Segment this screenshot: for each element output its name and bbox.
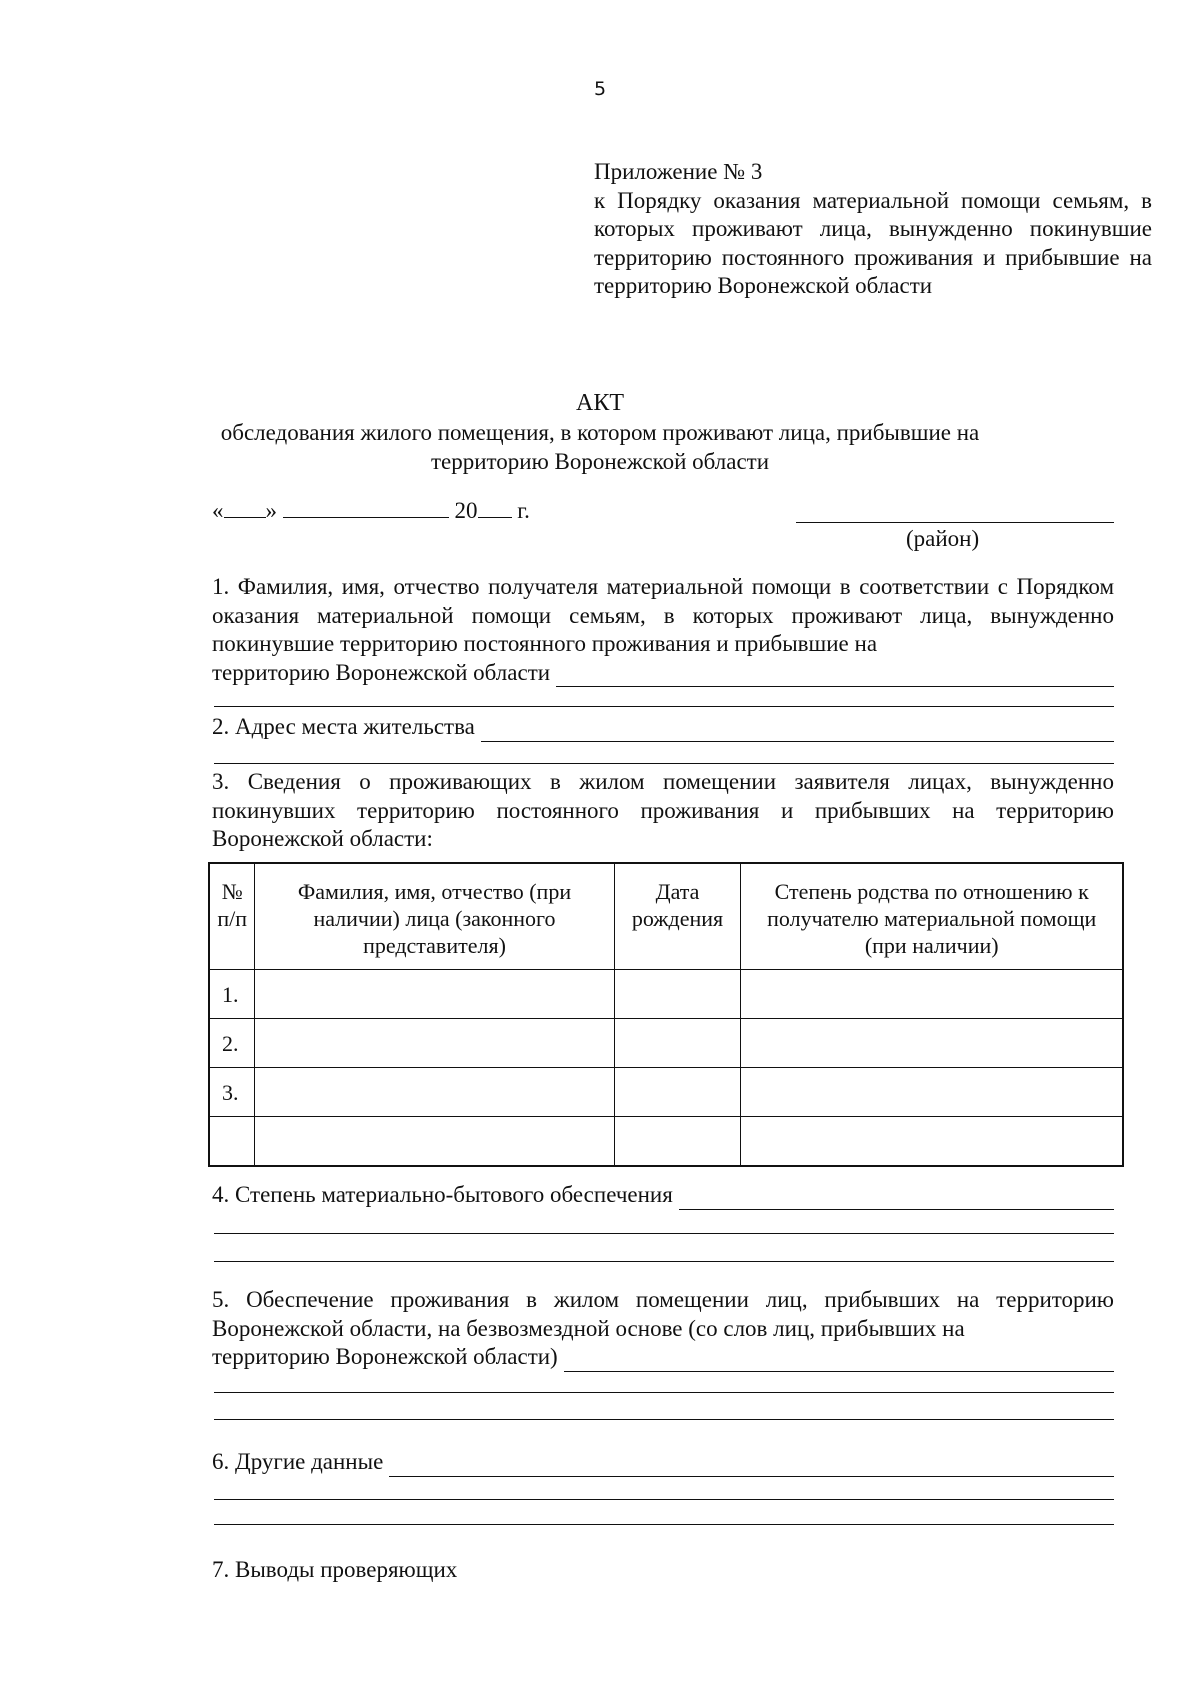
cell-kinship[interactable] (741, 970, 1123, 1019)
close-quote: » (265, 498, 277, 523)
table-row (209, 1117, 1123, 1167)
appendix-block (594, 158, 1152, 301)
section-6-label: 6. Другие данные (212, 1449, 384, 1474)
year-prefix: 20 (454, 498, 478, 523)
section-1-last-line (212, 659, 1114, 688)
free-housing-line-2[interactable] (214, 1392, 1114, 1393)
section-1 (212, 573, 1114, 687)
date-line (212, 497, 530, 524)
residents-table (208, 862, 1124, 1167)
cell-kinship[interactable] (741, 1019, 1123, 1068)
act-title: АКТ (576, 390, 624, 416)
district-label: (район) (906, 526, 980, 551)
header-number: № п/п (209, 863, 255, 970)
section-2 (212, 713, 1114, 742)
living-standard-line-3[interactable] (214, 1261, 1114, 1262)
open-quote: « (212, 498, 224, 523)
other-data-field[interactable] (389, 1454, 1114, 1477)
table-row (209, 1019, 1123, 1068)
living-standard-field[interactable] (679, 1187, 1114, 1210)
other-data-line-3[interactable] (214, 1524, 1114, 1525)
table-header-row (209, 863, 1123, 970)
act-subtitle: обследования жилого помещения, в котором проживают лица, прибывшие на территорию Воронежской области (220, 420, 980, 474)
appendix-title: Приложение № 3 (594, 159, 763, 184)
recipient-name-line-2[interactable] (214, 706, 1114, 707)
row-number: 2. (209, 1019, 255, 1068)
cell-birth-date[interactable] (614, 1068, 741, 1117)
year-suffix: г. (517, 498, 530, 523)
section-5-last-text: территорию Воронежской области) (212, 1344, 558, 1369)
address-line-2[interactable] (214, 763, 1114, 764)
cell-birth-date[interactable] (614, 1117, 741, 1167)
cell-full-name[interactable] (255, 1019, 614, 1068)
act-heading (0, 388, 1200, 476)
section-3-text: 3. Сведения о проживающих в жилом помещении заявителя лицах, вынужденно покинувших территорию постоянного проживания и прибывших на территорию Воронежской области: (212, 769, 1114, 851)
living-standard-line-2[interactable] (214, 1233, 1114, 1234)
header-full-name: Фамилия, имя, отчество (при наличии) лица (законного представителя) (255, 863, 614, 970)
section-5-text: 5. Обеспечение проживания в жилом помещении лиц, прибывших на территорию Воронежской области, на безвозмездной основе (со слов лиц, прибывших на (212, 1287, 1114, 1341)
section-6 (212, 1448, 1114, 1477)
year-field[interactable] (478, 497, 512, 518)
district-field[interactable] (796, 522, 1114, 523)
row-number: 3. (209, 1068, 255, 1117)
other-data-line-2[interactable] (214, 1499, 1114, 1500)
row-number (209, 1117, 255, 1167)
section-4-label: 4. Степень материально-бытового обеспечения (212, 1182, 673, 1207)
recipient-name-field[interactable] (556, 664, 1114, 687)
cell-kinship[interactable] (741, 1068, 1123, 1117)
free-housing-field[interactable] (564, 1349, 1114, 1372)
cell-full-name[interactable] (255, 970, 614, 1019)
section-5 (212, 1286, 1114, 1372)
section-2-label: 2. Адрес места жительства (212, 714, 475, 739)
address-field[interactable] (481, 719, 1114, 742)
free-housing-line-3[interactable] (214, 1419, 1114, 1420)
header-kinship: Степень родства по отношению к получателю материальной помощи (при наличии) (741, 863, 1123, 970)
section-7-label: 7. Выводы проверяющих (212, 1557, 458, 1582)
header-birth-date: Дата рождения (614, 863, 741, 970)
day-field[interactable] (224, 497, 266, 518)
table-row (209, 1068, 1123, 1117)
cell-full-name[interactable] (255, 1117, 614, 1167)
cell-full-name[interactable] (255, 1068, 614, 1117)
section-7 (212, 1556, 1114, 1585)
section-3 (212, 768, 1114, 854)
table-row (209, 970, 1123, 1019)
appendix-text: к Порядку оказания материальной помощи семьям, в которых проживают лица, вынужденно покинувшие территорию постоянного проживания и прибывшие на территорию Воронежской области (594, 187, 1152, 298)
page-number: 5 (593, 78, 607, 100)
month-field[interactable] (283, 497, 449, 518)
section-4 (212, 1181, 1114, 1210)
cell-birth-date[interactable] (614, 970, 741, 1019)
cell-birth-date[interactable] (614, 1019, 741, 1068)
section-1-text: 1. Фамилия, имя, отчество получателя материальной помощи в соответствии с Порядком оказания материальной помощи семьям, в которых проживают лица, вынужденно покинувшие территорию постоянного проживания и прибывшие на (212, 574, 1114, 656)
row-number: 1. (209, 970, 255, 1019)
cell-kinship[interactable] (741, 1117, 1123, 1167)
section-1-last-text: территорию Воронежской области (212, 659, 551, 685)
